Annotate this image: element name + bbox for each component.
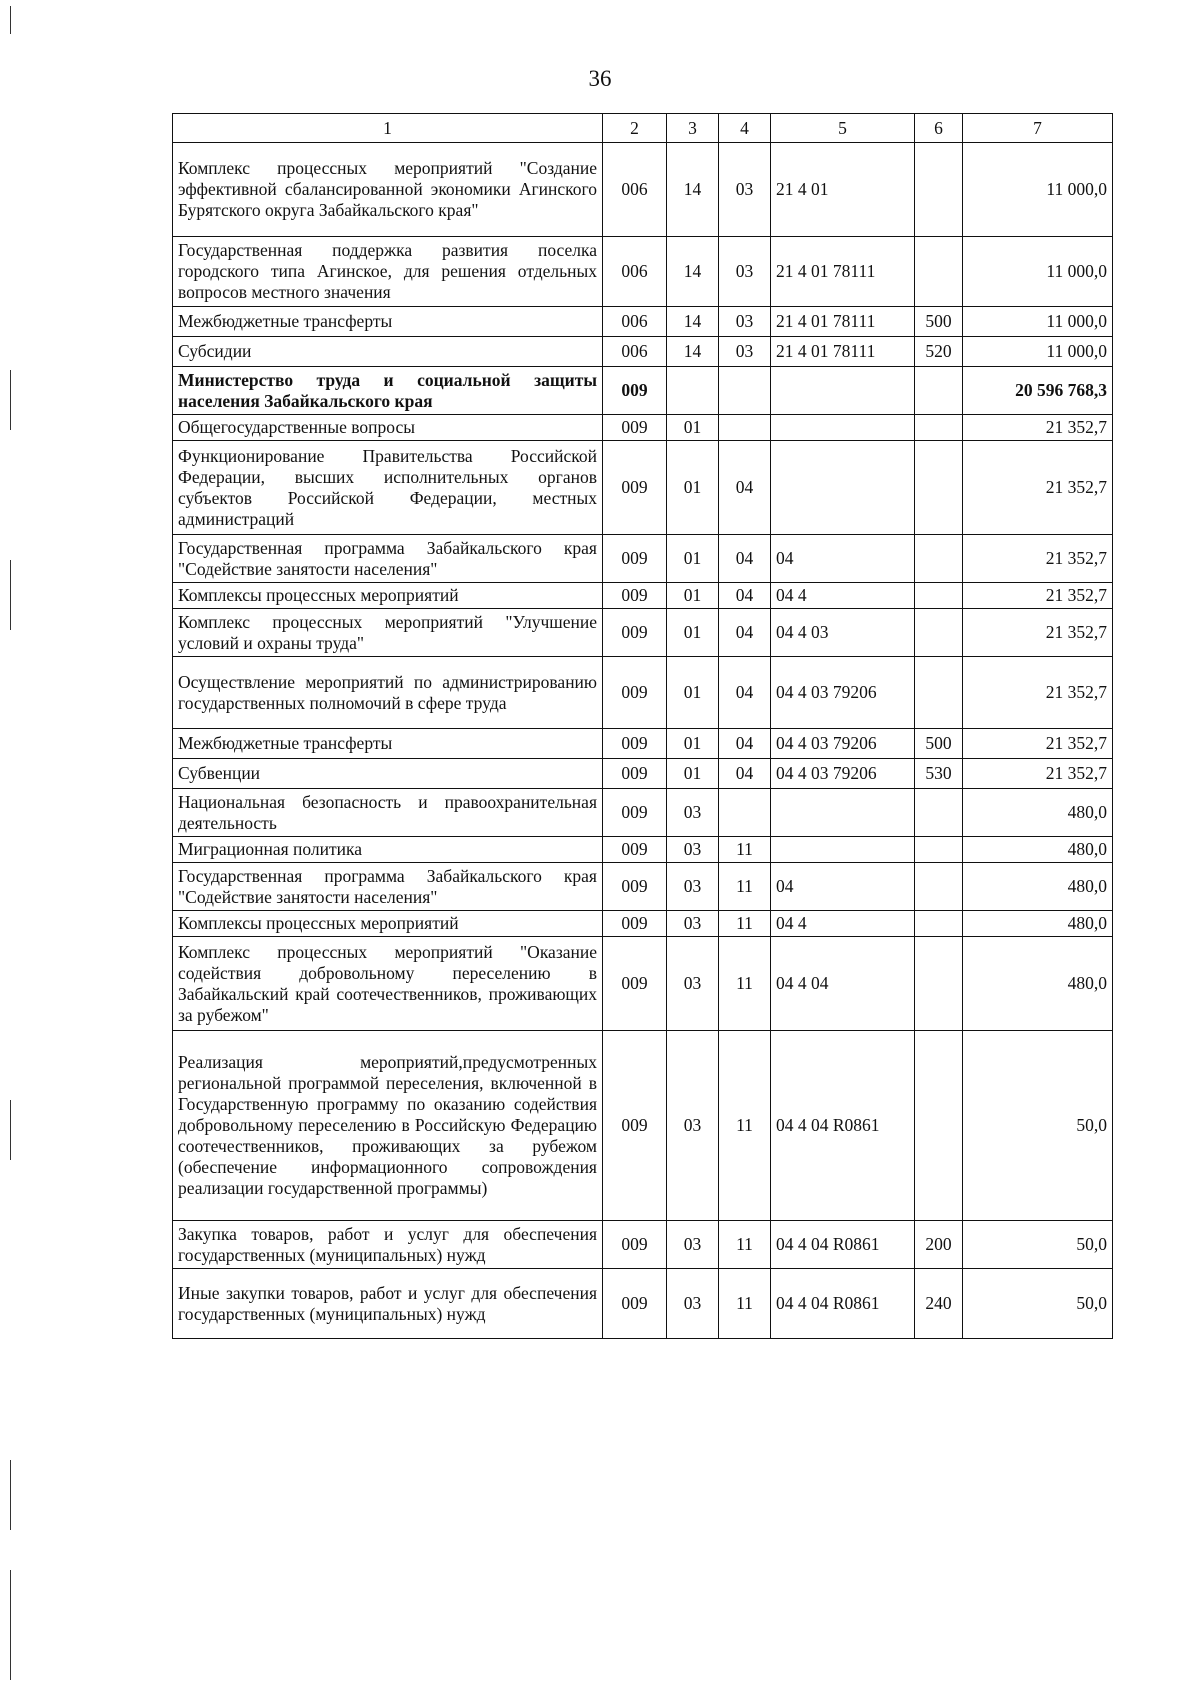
cell-c2: 009 <box>603 367 667 415</box>
header-cell: 3 <box>667 114 719 143</box>
cell-c4: 03 <box>719 307 771 337</box>
cell-c3: 01 <box>667 729 719 759</box>
cell-c2: 009 <box>603 609 667 657</box>
table-row <box>173 1221 1113 1269</box>
header-cell: 7 <box>963 114 1113 143</box>
table-row <box>173 911 1113 937</box>
cell-c1: Общегосударственные вопросы <box>173 415 603 441</box>
cell-c6 <box>915 657 963 729</box>
cell-c5: 21 4 01 78111 <box>771 307 915 337</box>
cell-c5: 21 4 01 <box>771 143 915 237</box>
cell-c7: 50,0 <box>963 1031 1113 1221</box>
cell-c1: Государственная программа Забайкальского края "Содействие занятости населения" <box>173 535 603 583</box>
cell-c1: Реализация мероприятий,предусмотренных региональной программой переселения, включенной в Государственную программу по оказанию содействия добровольному переселению в Российскую Федерацию соотечественников, проживающих за рубежом (обеспечение информационного сопровождения реализации государственной программы) <box>173 1031 603 1221</box>
cell-c4: 04 <box>719 583 771 609</box>
table-row <box>173 367 1113 415</box>
cell-c2: 009 <box>603 657 667 729</box>
table-row <box>173 609 1113 657</box>
cell-c3: 03 <box>667 837 719 863</box>
table-row <box>173 441 1113 535</box>
cell-c2: 009 <box>603 759 667 789</box>
cell-c6: 240 <box>915 1269 963 1339</box>
cell-c4: 04 <box>719 759 771 789</box>
cell-c7: 480,0 <box>963 837 1113 863</box>
cell-c5: 04 <box>771 863 915 911</box>
table-row <box>173 863 1113 911</box>
cell-c6: 200 <box>915 1221 963 1269</box>
cell-c7: 480,0 <box>963 911 1113 937</box>
cell-c5: 04 <box>771 535 915 583</box>
cell-c6: 520 <box>915 337 963 367</box>
cell-c3: 01 <box>667 583 719 609</box>
cell-c5: 21 4 01 78111 <box>771 237 915 307</box>
cell-c7: 11 000,0 <box>963 307 1113 337</box>
cell-c5: 04 4 <box>771 911 915 937</box>
cell-c2: 009 <box>603 937 667 1031</box>
header-cell: 6 <box>915 114 963 143</box>
cell-c7: 480,0 <box>963 789 1113 837</box>
cell-c3: 01 <box>667 759 719 789</box>
cell-c2: 006 <box>603 337 667 367</box>
cell-c1: Миграционная политика <box>173 837 603 863</box>
cell-c2: 009 <box>603 729 667 759</box>
scan-mark <box>10 1570 11 1680</box>
cell-c4: 11 <box>719 837 771 863</box>
cell-c7: 480,0 <box>963 863 1113 911</box>
cell-c4: 11 <box>719 911 771 937</box>
cell-c7: 21 352,7 <box>963 535 1113 583</box>
cell-c7: 50,0 <box>963 1269 1113 1339</box>
cell-c1: Осуществление мероприятий по администрированию государственных полномочий в сфере труда <box>173 657 603 729</box>
header-cell: 2 <box>603 114 667 143</box>
cell-c1: Министерство труда и социальной защиты населения Забайкальского края <box>173 367 603 415</box>
cell-c6 <box>915 237 963 307</box>
cell-c4: 11 <box>719 937 771 1031</box>
cell-c5: 04 4 03 79206 <box>771 759 915 789</box>
cell-c3: 03 <box>667 937 719 1031</box>
cell-c6 <box>915 937 963 1031</box>
cell-c6 <box>915 1031 963 1221</box>
cell-c2: 009 <box>603 535 667 583</box>
cell-c5 <box>771 789 915 837</box>
cell-c3 <box>667 367 719 415</box>
cell-c2: 009 <box>603 789 667 837</box>
scan-mark <box>10 6 11 34</box>
cell-c7: 480,0 <box>963 937 1113 1031</box>
table-row <box>173 937 1113 1031</box>
cell-c1: Закупка товаров, работ и услуг для обеспечения государственных (муниципальных) нужд <box>173 1221 603 1269</box>
table-row <box>173 535 1113 583</box>
cell-c1: Иные закупки товаров, работ и услуг для обеспечения государственных (муниципальных) нужд <box>173 1269 603 1339</box>
cell-c2: 009 <box>603 441 667 535</box>
cell-c3: 03 <box>667 1269 719 1339</box>
cell-c1: Межбюджетные трансферты <box>173 307 603 337</box>
cell-c1: Комплекс процессных мероприятий "Создание эффективной сбалансированной экономики Агинского Бурятского округа Забайкальского края" <box>173 143 603 237</box>
cell-c3: 01 <box>667 441 719 535</box>
cell-c1: Комплекс процессных мероприятий "Улучшение условий и охраны труда" <box>173 609 603 657</box>
cell-c3: 01 <box>667 415 719 441</box>
cell-c6 <box>915 789 963 837</box>
cell-c5 <box>771 441 915 535</box>
cell-c5: 04 4 04 <box>771 937 915 1031</box>
cell-c6 <box>915 143 963 237</box>
cell-c3: 03 <box>667 1221 719 1269</box>
cell-c6 <box>915 609 963 657</box>
cell-c6 <box>915 367 963 415</box>
cell-c3: 03 <box>667 911 719 937</box>
cell-c2: 006 <box>603 143 667 237</box>
cell-c7: 21 352,7 <box>963 759 1113 789</box>
cell-c1: Функционирование Правительства Российской Федерации, высших исполнительных органов субъектов Российской Федерации, местных администраций <box>173 441 603 535</box>
cell-c5: 04 4 03 <box>771 609 915 657</box>
cell-c7: 21 352,7 <box>963 729 1113 759</box>
table-row <box>173 1031 1113 1221</box>
cell-c3: 14 <box>667 143 719 237</box>
cell-c5 <box>771 367 915 415</box>
header-cell: 4 <box>719 114 771 143</box>
cell-c2: 009 <box>603 1031 667 1221</box>
cell-c3: 01 <box>667 535 719 583</box>
cell-c2: 009 <box>603 863 667 911</box>
cell-c2: 006 <box>603 307 667 337</box>
cell-c3: 14 <box>667 337 719 367</box>
table-row <box>173 415 1113 441</box>
table-row <box>173 583 1113 609</box>
cell-c4 <box>719 789 771 837</box>
cell-c5: 04 4 03 79206 <box>771 657 915 729</box>
cell-c1: Комплексы процессных мероприятий <box>173 583 603 609</box>
cell-c5: 21 4 01 78111 <box>771 337 915 367</box>
cell-c1: Межбюджетные трансферты <box>173 729 603 759</box>
cell-c2: 006 <box>603 237 667 307</box>
cell-c4: 11 <box>719 1031 771 1221</box>
cell-c3: 03 <box>667 1031 719 1221</box>
cell-c5 <box>771 837 915 863</box>
cell-c7: 21 352,7 <box>963 609 1113 657</box>
table-row <box>173 759 1113 789</box>
cell-c7: 11 000,0 <box>963 237 1113 307</box>
cell-c4: 04 <box>719 729 771 759</box>
header-cell: 1 <box>173 114 603 143</box>
cell-c3: 01 <box>667 657 719 729</box>
table-row <box>173 1269 1113 1339</box>
table-header-row <box>173 114 1113 143</box>
cell-c6 <box>915 441 963 535</box>
cell-c7: 50,0 <box>963 1221 1113 1269</box>
cell-c1: Государственная поддержка развития поселка городского типа Агинское, для решения отдельных вопросов местного значения <box>173 237 603 307</box>
cell-c4: 11 <box>719 1269 771 1339</box>
cell-c4: 04 <box>719 609 771 657</box>
cell-c2: 009 <box>603 1269 667 1339</box>
cell-c3: 03 <box>667 863 719 911</box>
cell-c4: 04 <box>719 535 771 583</box>
cell-c1: Комплекс процессных мероприятий "Оказание содействия добровольному переселению в Забайкальский край соотечественников, проживающих за рубежом" <box>173 937 603 1031</box>
cell-c5: 04 4 <box>771 583 915 609</box>
cell-c2: 009 <box>603 583 667 609</box>
cell-c5: 04 4 03 79206 <box>771 729 915 759</box>
cell-c3: 01 <box>667 609 719 657</box>
cell-c4: 03 <box>719 337 771 367</box>
cell-c7: 20 596 768,3 <box>963 367 1113 415</box>
cell-c5: 04 4 04 R0861 <box>771 1269 915 1339</box>
cell-c4: 03 <box>719 237 771 307</box>
cell-c3: 14 <box>667 307 719 337</box>
scan-mark <box>10 1460 11 1530</box>
cell-c1: Государственная программа Забайкальского края "Содействие занятости населения" <box>173 863 603 911</box>
cell-c7: 11 000,0 <box>963 337 1113 367</box>
table-row <box>173 307 1113 337</box>
table-row <box>173 337 1113 367</box>
cell-c1: Национальная безопасность и правоохранительная деятельность <box>173 789 603 837</box>
cell-c6 <box>915 535 963 583</box>
cell-c6 <box>915 911 963 937</box>
cell-c7: 21 352,7 <box>963 657 1113 729</box>
cell-c7: 11 000,0 <box>963 143 1113 237</box>
cell-c6 <box>915 583 963 609</box>
table-row <box>173 789 1113 837</box>
cell-c4: 03 <box>719 143 771 237</box>
cell-c6: 530 <box>915 759 963 789</box>
page-number: 36 <box>588 66 612 91</box>
cell-c5 <box>771 415 915 441</box>
scan-mark <box>10 370 11 430</box>
cell-c4: 04 <box>719 441 771 535</box>
cell-c4 <box>719 367 771 415</box>
cell-c2: 009 <box>603 415 667 441</box>
cell-c6: 500 <box>915 729 963 759</box>
cell-c7: 21 352,7 <box>963 415 1113 441</box>
table-row <box>173 657 1113 729</box>
cell-c2: 009 <box>603 837 667 863</box>
table-row <box>173 143 1113 237</box>
cell-c3: 14 <box>667 237 719 307</box>
cell-c6 <box>915 863 963 911</box>
cell-c6 <box>915 837 963 863</box>
cell-c4: 11 <box>719 863 771 911</box>
cell-c3: 03 <box>667 789 719 837</box>
cell-c2: 009 <box>603 1221 667 1269</box>
scan-mark <box>10 560 11 630</box>
scan-mark <box>10 1100 11 1160</box>
table-row <box>173 837 1113 863</box>
cell-c4: 04 <box>719 657 771 729</box>
header-cell: 5 <box>771 114 915 143</box>
cell-c1: Комплексы процессных мероприятий <box>173 911 603 937</box>
table-row <box>173 237 1113 307</box>
cell-c6 <box>915 415 963 441</box>
cell-c4 <box>719 415 771 441</box>
cell-c4: 11 <box>719 1221 771 1269</box>
cell-c7: 21 352,7 <box>963 583 1113 609</box>
cell-c5: 04 4 04 R0861 <box>771 1221 915 1269</box>
table-row <box>173 729 1113 759</box>
cell-c1: Субсидии <box>173 337 603 367</box>
cell-c7: 21 352,7 <box>963 441 1113 535</box>
budget-table <box>172 113 1113 1339</box>
cell-c2: 009 <box>603 911 667 937</box>
cell-c1: Субвенции <box>173 759 603 789</box>
cell-c5: 04 4 04 R0861 <box>771 1031 915 1221</box>
cell-c6: 500 <box>915 307 963 337</box>
budget-table-body <box>173 114 1113 1339</box>
